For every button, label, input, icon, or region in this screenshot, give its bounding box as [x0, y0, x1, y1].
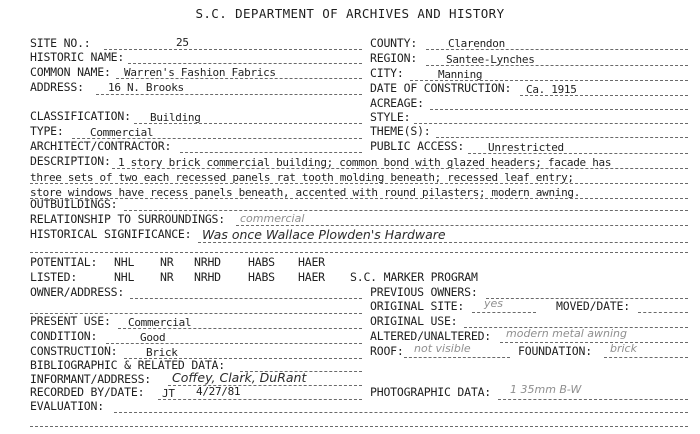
architect-label: ARCHITECT/CONTRACTOR:: [30, 139, 172, 153]
address-line: [96, 94, 362, 95]
common-name-line: [116, 78, 362, 79]
county-value: Clarendon: [448, 37, 505, 50]
acreage-line: [430, 109, 688, 110]
common-name-label: COMMON NAME:: [30, 65, 111, 79]
listed-nrhd: NRHD: [194, 270, 221, 284]
region-line: [426, 65, 688, 66]
bibliographic-label: BIBLIOGRAPHIC & RELATED DATA:: [30, 358, 225, 372]
recorded-by-value: JT: [162, 387, 175, 400]
photographic-label: PHOTOGRAPHIC DATA:: [370, 385, 492, 399]
previous-owners-label: PREVIOUS OWNERS:: [370, 285, 478, 299]
photographic-line: [498, 399, 688, 400]
evaluation-line-2: [30, 426, 688, 427]
date-of-construction-value: Ca. 1915: [526, 83, 577, 96]
foundation-line: [604, 357, 688, 358]
roof-value: not visible: [414, 342, 471, 355]
owner-label: OWNER/ADDRESS:: [30, 285, 125, 299]
roof-line: [404, 357, 510, 358]
city-value: Manning: [438, 68, 483, 81]
themes-label: THEME(S):: [370, 124, 431, 138]
address-value: 16 N. Brooks: [108, 81, 184, 94]
classification-label: CLASSIFICATION:: [30, 109, 131, 123]
potential-habs: HABS: [248, 255, 275, 269]
foundation-label: FOUNDATION:: [518, 344, 592, 358]
themes-line: [436, 137, 688, 138]
description-line-1: 1 story brick commercial building; common bond with glazed headers; facade has: [118, 156, 612, 169]
original-use-label: ORIGINAL USE:: [370, 314, 458, 328]
condition-label: CONDITION:: [30, 329, 98, 343]
listed-haer: HAER: [298, 270, 325, 284]
informant-value: Coffey, Clark, DuRant: [172, 370, 307, 385]
recorded-date-value: 4/27/81: [196, 385, 241, 398]
potential-nhl: NHL: [114, 255, 135, 269]
original-site-value: yes: [484, 297, 504, 310]
significance-label: HISTORICAL SIGNIFICANCE:: [30, 227, 192, 241]
type-value: Commercial: [90, 126, 154, 139]
public-access-label: PUBLIC ACCESS:: [370, 139, 465, 153]
roof-label: ROOF:: [370, 344, 404, 358]
description-line-3: store windows have recess panels beneath, accented with round pilasters; modern awning.: [30, 186, 581, 199]
construction-value: Brick: [146, 346, 178, 359]
outbuildings-label: OUTBUILDINGS:: [30, 197, 118, 211]
listed-label: LISTED:: [30, 270, 78, 284]
site-no-label: SITE NO.:: [30, 36, 91, 50]
county-line: [426, 49, 688, 50]
region-value: Santee-Lynches: [446, 53, 535, 66]
evaluation-line: [114, 412, 688, 413]
region-label: REGION:: [370, 51, 418, 65]
construction-label: CONSTRUCTION:: [30, 344, 118, 358]
owner-line: [130, 298, 362, 299]
architect-line: [180, 152, 362, 153]
site-no-line: [104, 49, 362, 50]
significance-value: Was once Wallace Plowden's Hardware: [202, 227, 446, 242]
evaluation-label: EVALUATION:: [30, 399, 104, 413]
informant-label: INFORMANT/ADDRESS:: [30, 372, 152, 386]
listed-nr: NR: [160, 270, 174, 284]
listed-habs: HABS: [248, 270, 275, 284]
form-title: S.C. DEPARTMENT OF ARCHIVES AND HISTORY: [195, 6, 505, 21]
recorded-line: [158, 399, 362, 400]
altered-label: ALTERED/UNALTERED:: [370, 329, 492, 343]
recorded-label: RECORDED BY/DATE:: [30, 385, 145, 399]
outbuildings-line: [124, 210, 688, 211]
date-of-construction-line: [520, 95, 688, 96]
county-label: COUNTY:: [370, 36, 418, 50]
common-name-value: Warren's Fashion Fabrics: [124, 66, 276, 79]
condition-value: Good: [140, 331, 166, 344]
original-site-label: ORIGINAL SITE:: [370, 299, 465, 313]
section-divider: [30, 252, 688, 253]
altered-value: modern metal awning: [506, 327, 627, 340]
relationship-line: [236, 225, 688, 226]
relationship-value: commercial: [240, 212, 305, 225]
acreage-label: ACREAGE:: [370, 96, 424, 110]
address-label: ADDRESS:: [30, 80, 84, 94]
site-no-value: 25: [176, 36, 189, 49]
potential-nr: NR: [160, 255, 174, 269]
potential-nrhd: NRHD: [194, 255, 221, 269]
altered-line: [500, 342, 688, 343]
description-underline-1: [112, 168, 688, 169]
present-use-line: [118, 328, 362, 329]
style-line: [414, 123, 688, 124]
description-label: DESCRIPTION:: [30, 154, 111, 168]
potential-haer: HAER: [298, 255, 325, 269]
condition-line: [106, 343, 362, 344]
moved-date-line: [638, 312, 688, 313]
original-site-line: [472, 312, 536, 313]
classification-value: Building: [150, 111, 201, 124]
moved-date-label: MOVED/DATE:: [556, 299, 630, 313]
potential-label: POTENTIAL:: [30, 255, 98, 269]
photographic-value: 1 35mm B-W: [510, 383, 582, 396]
public-access-line: [468, 153, 688, 154]
historic-name-line: [128, 63, 362, 64]
description-underline-2: [30, 183, 688, 184]
significance-line: [198, 242, 688, 243]
type-label: TYPE:: [30, 124, 64, 138]
style-label: STYLE:: [370, 110, 411, 124]
foundation-value: brick: [610, 342, 637, 355]
historic-name-label: HISTORIC NAME:: [30, 50, 125, 64]
marker-program-label: S.C. MARKER PROGRAM: [350, 270, 478, 284]
city-label: CITY:: [370, 66, 404, 80]
listed-nhl: NHL: [114, 270, 135, 284]
public-access-value: Unrestricted: [488, 141, 564, 154]
date-of-construction-label: DATE OF CONSTRUCTION:: [370, 81, 512, 95]
description-underline-3: [30, 198, 688, 199]
present-use-value: Commercial: [128, 316, 192, 329]
classification-line: [134, 123, 362, 124]
description-line-2: three sets of two each recessed panels rat tooth molding beneath; recessed leaf entry;: [30, 171, 574, 184]
present-use-label: PRESENT USE:: [30, 314, 111, 328]
relationship-label: RELATIONSHIP TO SURROUNDINGS:: [30, 212, 225, 226]
